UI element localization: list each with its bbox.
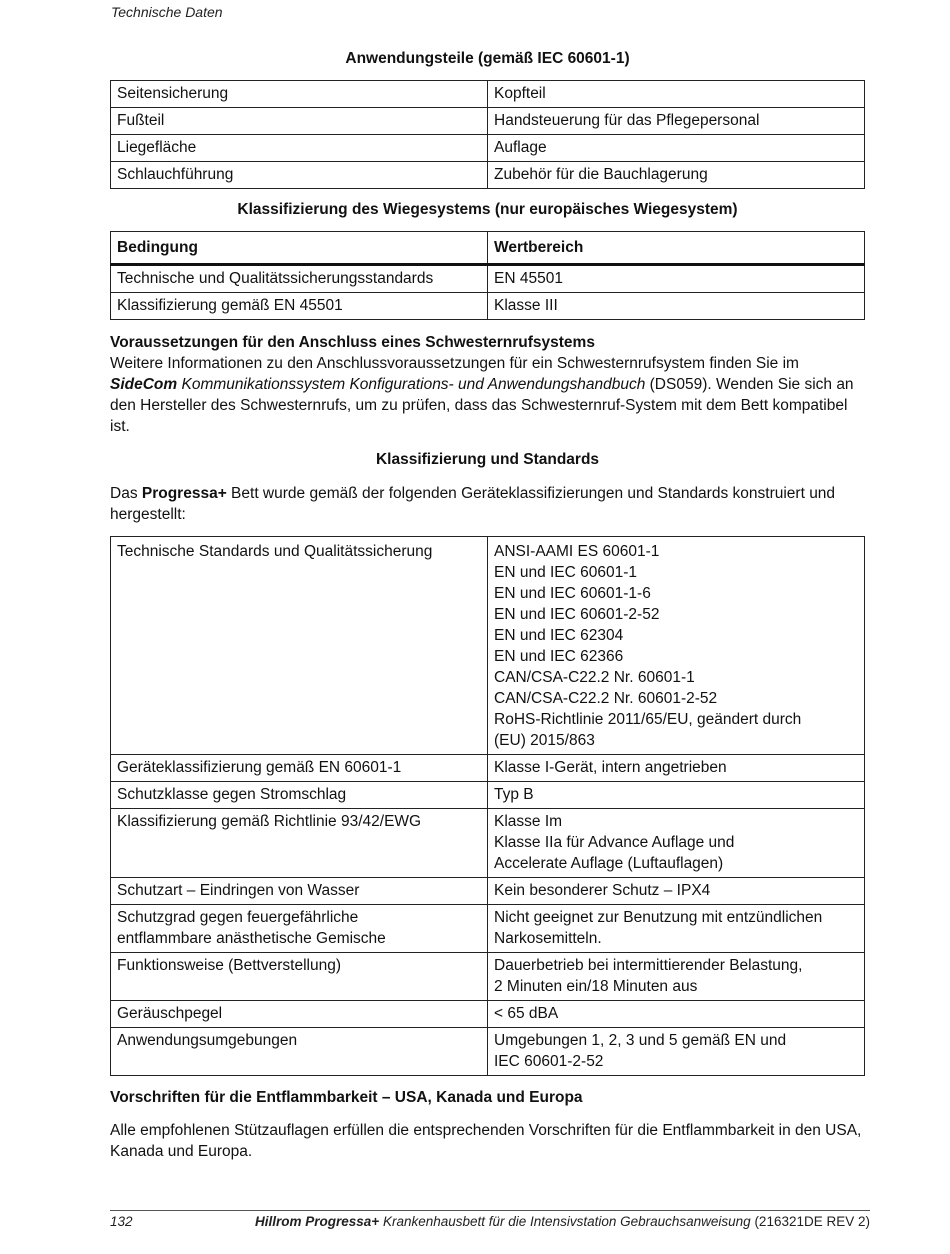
entflammbarkeit-heading: Vorschriften für die Entflammbarkeit – USA, Kanada und Europa — [110, 1089, 583, 1106]
table-cell-value — [488, 809, 865, 878]
section-title-wiegesystem: Klassifizierung des Wiegesystems (nur europäisches Wiegesystem) — [237, 201, 738, 218]
footer-brand: Hillrom Progressa+ — [255, 1214, 380, 1229]
standards-label-cell: Technische Standards und Qualitätssicherung — [111, 537, 488, 755]
table-cell-label — [111, 1028, 488, 1076]
standard-item: RoHS-Richtlinie 2011/65/EU, geändert durch — [494, 711, 802, 728]
progressa-brand: Progressa+ — [141, 485, 227, 502]
footer-revision: (216321DE REV 2) — [754, 1214, 870, 1229]
table-row — [111, 755, 865, 782]
cell-text-line: Schutzklasse gegen Stromschlag — [117, 786, 347, 803]
table-header-row — [111, 232, 865, 265]
cell-text-line: Typ B — [494, 786, 534, 803]
table-row — [111, 782, 865, 809]
document-title — [255, 1214, 870, 1229]
table-row — [111, 293, 865, 320]
table-cell-label — [111, 809, 488, 878]
intro-text: Das — [110, 485, 142, 502]
sidecom-brand: SideCom — [110, 376, 178, 393]
table-cell-value: Zubehör für die Bauchlagerung — [488, 162, 865, 189]
paragraph-text: (DS059). Wenden Sie sich an den Hersteller des Schwesternrufs, um zu prüfen, dass das Schwesternruf-System mit dem Bett kompatibel ist. — [110, 376, 854, 435]
standard-item: EN und IEC 60601-1-6 — [494, 585, 651, 602]
cell-text-line: Kein besonderer Schutz – IPX4 — [494, 882, 711, 899]
standards-intro — [110, 483, 865, 525]
table-cell-label — [111, 953, 488, 1001]
cell-text-line: Schutzart – Eindringen von Wasser — [117, 882, 360, 899]
anwendungsteile-table — [110, 80, 865, 189]
table-cell-value — [488, 755, 865, 782]
schwesternruf-section — [110, 332, 865, 437]
table-row — [111, 135, 865, 162]
cell-text-line: Klasse IIa für Advance Auflage und — [494, 834, 735, 851]
standard-item: CAN/CSA-C22.2 Nr. 60601-1 — [494, 669, 695, 686]
schwesternruf-heading: Voraussetzungen für den Anschluss eines Schwesternrufsystems — [110, 334, 595, 351]
column-header-bedingung: Bedingung — [111, 232, 488, 265]
table-row — [111, 809, 865, 878]
table-cell-label: Liegefläche — [111, 135, 488, 162]
table-row — [111, 905, 865, 953]
standard-item: ANSI-AAMI ES 60601-1 — [494, 543, 660, 560]
wiegesystem-table — [110, 231, 865, 320]
table-cell-value — [488, 905, 865, 953]
standard-item: EN und IEC 60601-2-52 — [494, 606, 660, 623]
standard-item: CAN/CSA-C22.2 Nr. 60601-2-52 — [494, 690, 718, 707]
table-cell-label: Technische und Qualitätssicherungsstandards — [111, 265, 488, 293]
running-header: Technische Daten — [111, 4, 223, 20]
table-cell-label — [111, 755, 488, 782]
table-row — [111, 1028, 865, 1076]
page-content — [110, 48, 865, 1162]
cell-text-line: Klassifizierung gemäß Richtlinie 93/42/EWG — [117, 813, 422, 830]
table-cell-label — [111, 905, 488, 953]
table-cell-value: Handsteuerung für das Pflegepersonal — [488, 108, 865, 135]
cell-text-line: Dauerbetrieb bei intermittierender Belastung, — [494, 957, 803, 974]
standard-item: EN und IEC 62366 — [494, 648, 624, 665]
table-cell-label: Seitensicherung — [111, 81, 488, 108]
standard-item: (EU) 2015/863 — [494, 732, 595, 749]
standard-item: EN und IEC 62304 — [494, 627, 624, 644]
cell-text-line: Umgebungen 1, 2, 3 und 5 gemäß EN und — [494, 1032, 787, 1049]
cell-text-line: Anwendungsumgebungen — [117, 1032, 298, 1049]
cell-text-line: Klasse Im — [494, 813, 563, 830]
table-cell-value — [488, 878, 865, 905]
cell-text-line: Geräuschpegel — [117, 1005, 223, 1022]
entflammbarkeit-paragraph: Alle empfohlenen Stützauflagen erfüllen die entsprechenden Vorschriften für die Entflammbarkeit in den USA, Kanada und Europa. — [110, 1122, 862, 1160]
cell-text-line: Funktionsweise (Bettverstellung) — [117, 957, 341, 974]
cell-text-line: Schutzgrad gegen feuergefährliche — [117, 909, 359, 926]
table-row — [111, 81, 865, 108]
table-cell-value: Kopfteil — [488, 81, 865, 108]
page-number: 132 — [110, 1214, 133, 1229]
manual-title: Kommunikationssystem Konfigurations- und Anwendungshandbuch — [177, 376, 646, 393]
table-cell-label: Fußteil — [111, 108, 488, 135]
table-cell-value — [488, 1001, 865, 1028]
footer-title: Krankenhausbett für die Intensivstation Gebrauchsanweisung — [379, 1214, 755, 1229]
table-cell-label — [111, 878, 488, 905]
table-cell-value: EN 45501 — [488, 265, 865, 293]
table-row — [111, 1001, 865, 1028]
table-cell-label: Schlauchführung — [111, 162, 488, 189]
intro-text: Bett wurde gemäß der folgenden Geräteklassifizierungen und Standards konstruiert und hergestellt: — [110, 485, 836, 523]
table-row — [111, 537, 865, 755]
cell-text-line: IEC 60601-2-52 — [494, 1053, 604, 1070]
table-cell-value: Klasse III — [488, 293, 865, 320]
section-title-klassifizierung: Klassifizierung und Standards — [375, 451, 600, 468]
cell-text-line: Accelerate Auflage (Luftauflagen) — [494, 855, 724, 872]
table-row — [111, 162, 865, 189]
standard-item: EN und IEC 60601-1 — [494, 564, 638, 581]
table-cell-value — [488, 953, 865, 1001]
table-row — [111, 878, 865, 905]
table-cell-value: Auflage — [488, 135, 865, 162]
schwesternruf-paragraph — [110, 353, 865, 437]
table-cell-value — [488, 782, 865, 809]
cell-text-line: Nicht geeignet zur Benutzung mit entzündlichen — [494, 909, 823, 926]
cell-text-line: 2 Minuten ein/18 Minuten aus — [494, 978, 698, 995]
cell-text-line: entflammbare anästhetische Gemische — [117, 930, 386, 947]
paragraph-text: Weitere Informationen zu den Anschlussvoraussetzungen für ein Schwesternrufsystem finden Sie im — [110, 355, 799, 372]
table-row — [111, 108, 865, 135]
cell-text-line: < 65 dBA — [494, 1005, 559, 1022]
cell-text-line: Geräteklassifizierung gemäß EN 60601-1 — [117, 759, 402, 776]
section-title-anwendungsteile: Anwendungsteile (gemäß IEC 60601-1) — [345, 50, 630, 67]
table-cell-label: Klassifizierung gemäß EN 45501 — [111, 293, 488, 320]
table-row — [111, 265, 865, 293]
standards-list-cell — [488, 537, 865, 755]
page-footer — [110, 1210, 870, 1229]
table-cell-label — [111, 782, 488, 809]
cell-text-line: Narkosemitteln. — [494, 930, 602, 947]
table-cell-label — [111, 1001, 488, 1028]
standards-table — [110, 536, 865, 1076]
column-header-wertbereich: Wertbereich — [488, 232, 865, 265]
table-cell-value — [488, 1028, 865, 1076]
table-row — [111, 953, 865, 1001]
cell-text-line: Klasse I-Gerät, intern angetrieben — [494, 759, 727, 776]
